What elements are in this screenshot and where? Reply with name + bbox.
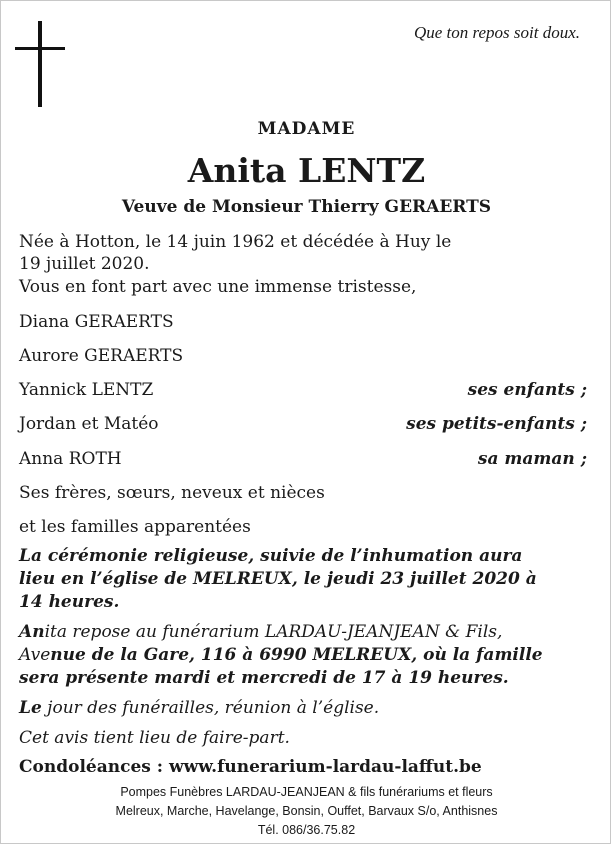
deceased-name: Anita LENTZ <box>187 151 426 190</box>
ceremony-line2: lieu en l’église de MELREUX, le jeudi 23 juillet 2020 à <box>19 569 537 589</box>
family-name: Aurore GERAERTS <box>19 346 184 366</box>
cross-icon <box>15 21 65 109</box>
birth-death-line1: Née à Hotton, le 14 juin 1962 et décédée à Huy le <box>19 232 452 252</box>
announcement: Vous en font part avec une immense tristesse, <box>19 277 417 297</box>
rest-line2-plain: Ave <box>19 645 51 665</box>
family-name: Jordan et Matéo <box>19 414 159 434</box>
funeral-day-rest: jour des funérailles, réunion à l’église. <box>41 698 380 718</box>
widow-of: Veuve de Monsieur Thierry GERAERTS <box>121 197 492 217</box>
title: MADAME <box>257 119 356 139</box>
ceremony-line1: La cérémonie religieuse, suivie de l’inhumation aura <box>19 546 523 566</box>
siblings-line: Ses frères, sœurs, neveux et nièces <box>19 483 325 503</box>
family-relation: sa maman ; <box>477 449 587 469</box>
footer-line3: Tél. 086/36.75.82 <box>257 823 356 837</box>
footer-line1: Pompes Funèbres LARDAU-JEANJEAN & fils funérariums et fleurs <box>120 785 493 799</box>
funeral-day-line <box>19 697 379 719</box>
family-row <box>19 345 587 367</box>
family-relation: ses enfants ; <box>467 380 587 400</box>
rest-line1-rest: ita repose au funérarium LARDAU-JEANJEAN & Fils, <box>44 622 503 642</box>
motto-text: Que ton repos soit doux. <box>413 23 580 42</box>
family-name: Yannick LENTZ <box>19 380 154 400</box>
ceremony-line3: 14 heures. <box>19 592 120 612</box>
family-row <box>19 379 587 401</box>
rest-line1-bold: An <box>19 622 45 642</box>
birth-death-line2: 19 juillet 2020. <box>19 254 150 274</box>
funeral-day-bold: Le <box>19 698 42 718</box>
families-line: et les familles apparentées <box>19 517 251 537</box>
notice-line: Cet avis tient lieu de faire-part. <box>19 728 290 748</box>
rest-line1 <box>19 621 502 643</box>
family-row <box>19 413 587 435</box>
family-relation: ses petits-enfants ; <box>406 414 587 434</box>
condolences-link[interactable]: Condoléances : www.funerarium-lardau-laffut.be <box>19 757 482 777</box>
family-row <box>19 311 587 333</box>
family-name: Anna ROTH <box>19 449 122 469</box>
footer-line2: Melreux, Marche, Havelange, Bonsin, Ouffet, Barvaux S/o, Anthisnes <box>115 804 498 818</box>
rest-line2-bold: nue de la Gare, 116 à 6990 MELREUX, où la famille <box>50 645 543 665</box>
rest-line3: sera présente mardi et mercredi de 17 à 19 heures. <box>19 668 509 688</box>
rest-line2 <box>19 644 543 666</box>
family-name: Diana GERAERTS <box>19 312 174 332</box>
family-row <box>19 448 587 470</box>
